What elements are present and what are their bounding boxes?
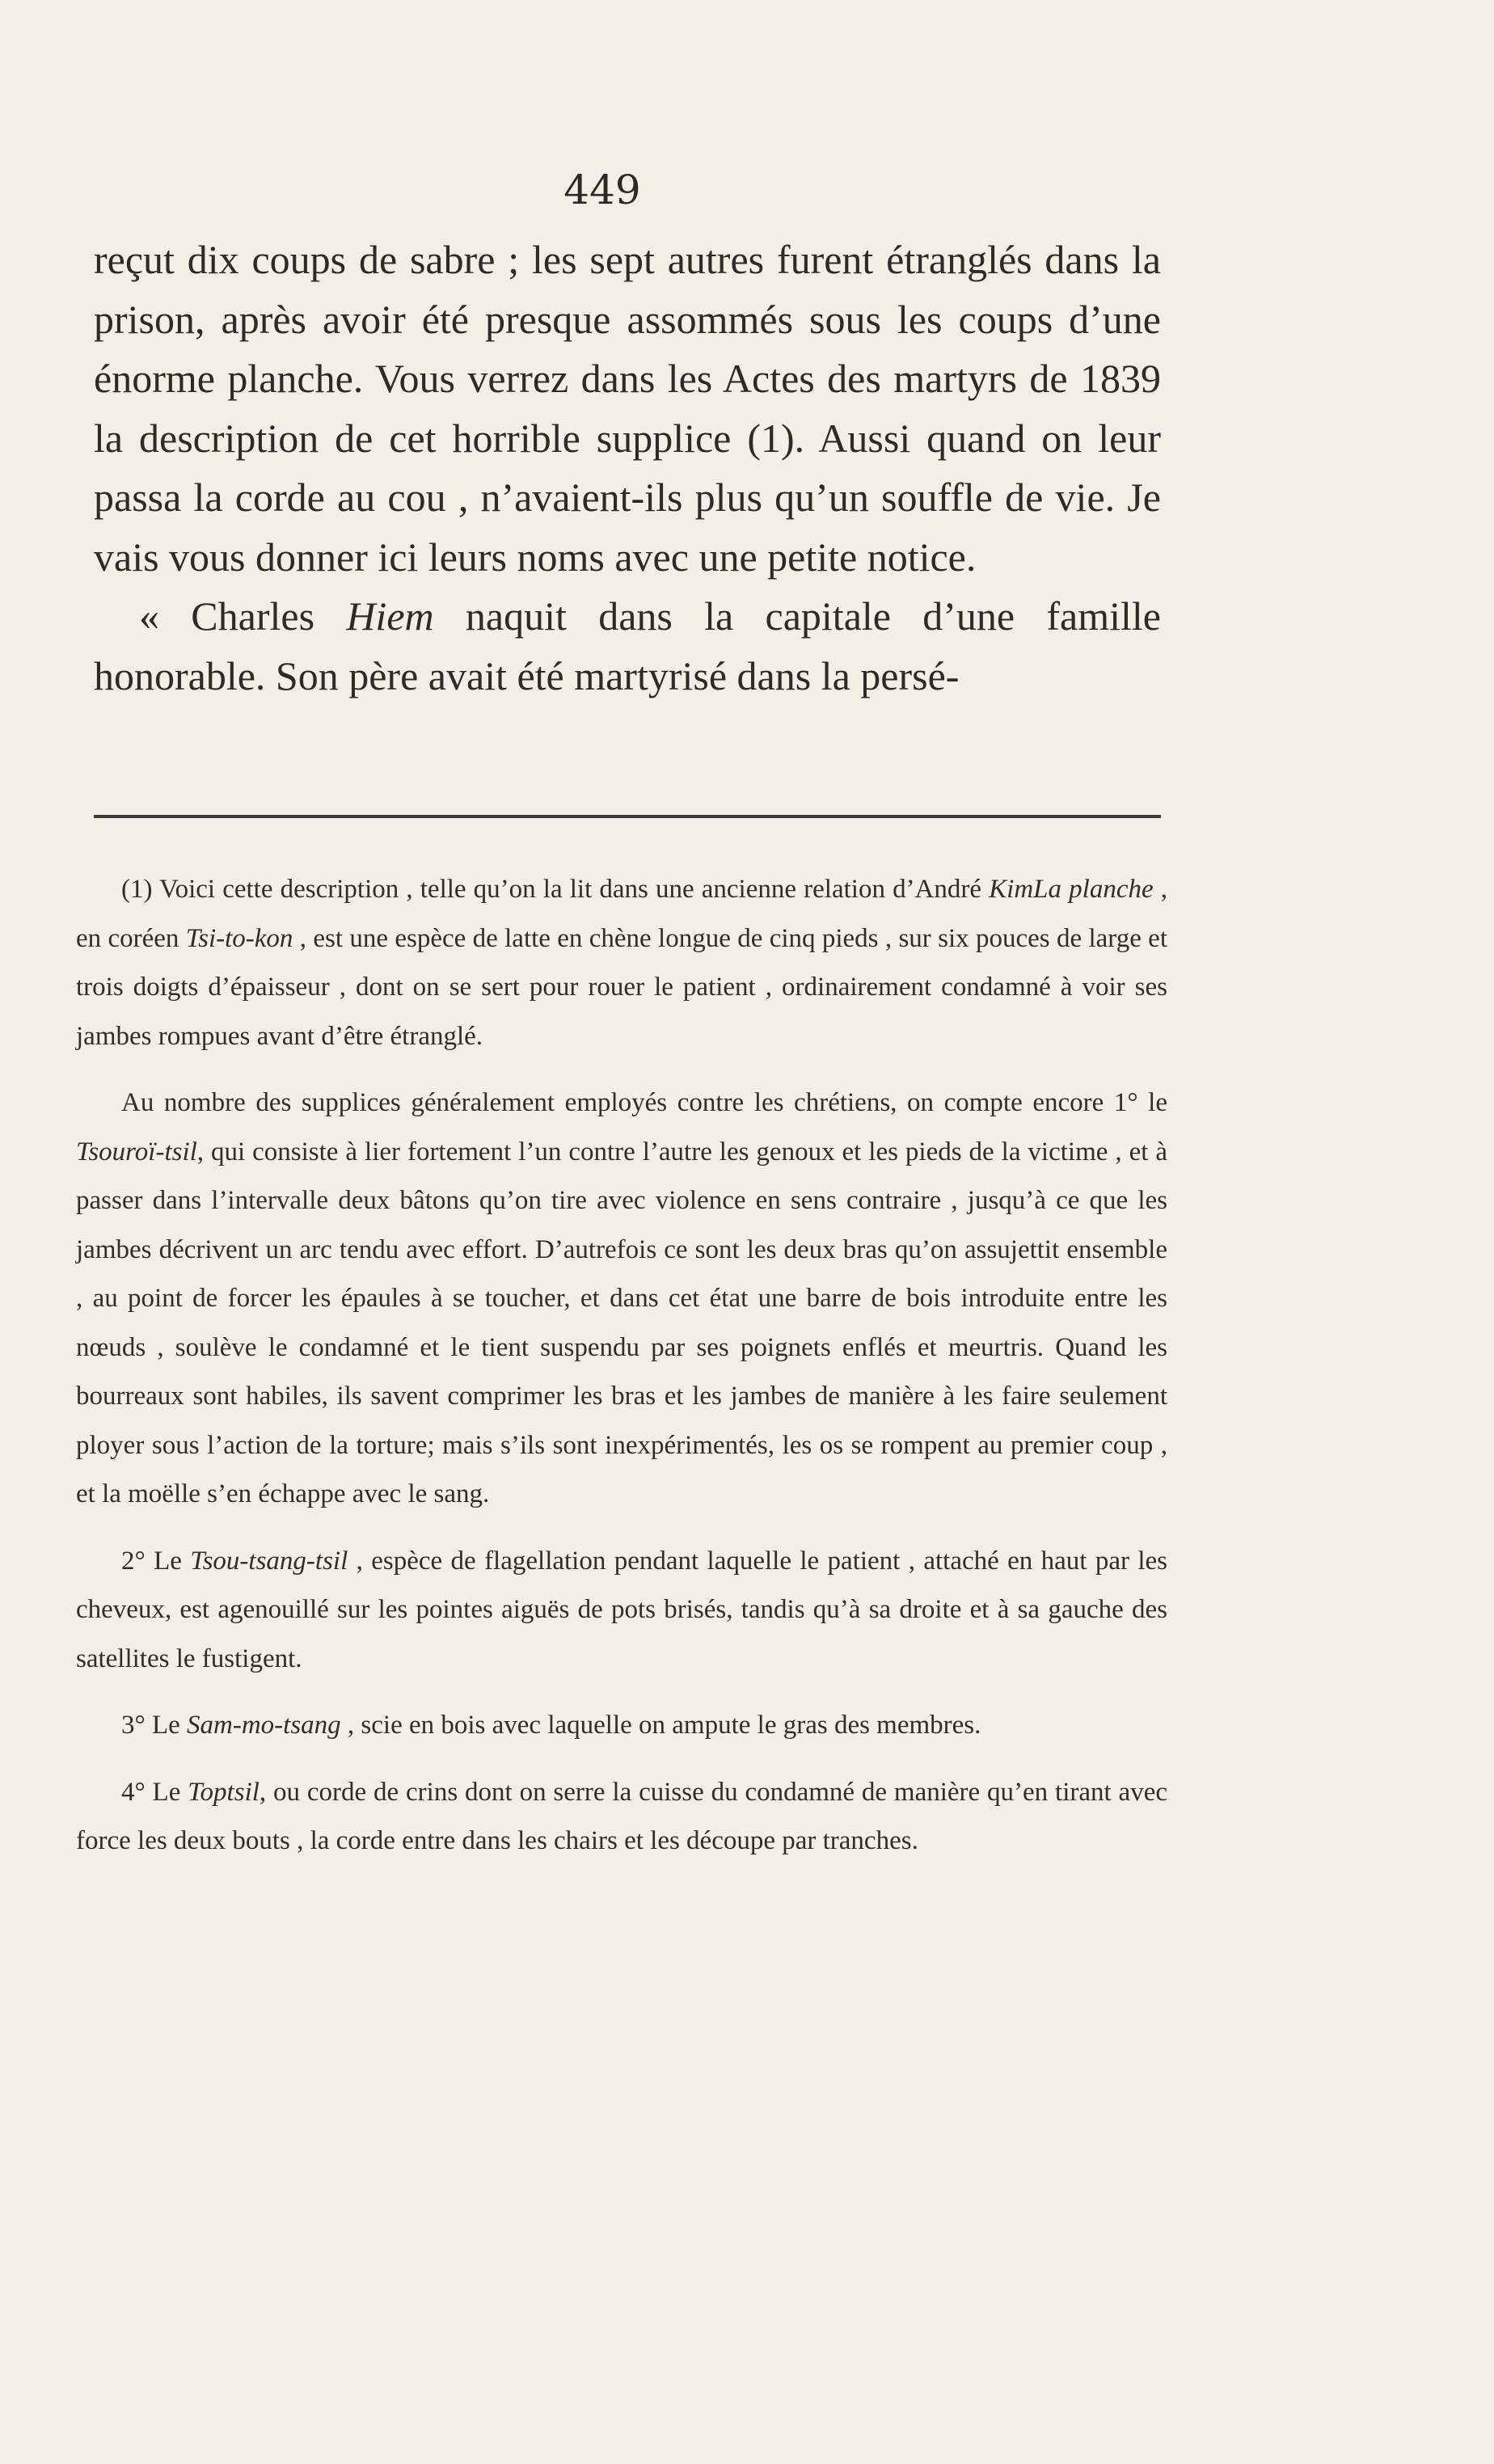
footnote-text: , ou corde de crins dont on serre la cuisse du condamné de manière qu’en tirant avec force les deux bouts , la corde entre dans les chairs et les découpe par tranches.: [76, 1777, 1167, 1855]
footnote-text: , scie en bois avec laquelle on ampute le gras des membres.: [340, 1711, 981, 1740]
main-paragraph: reçut dix coups de sabre ; les sept autres furent étranglés dans la prison, après avoir été presque assommés sous les coups d’une énorme planche. Vous verrez dans les Actes des martyrs de 1839 la description de cet horrible supplice (1). Aussi quand on leur passa la corde au cou , n’avaient-ils plus qu’un souffle de vie. Je vais vous donner ici leurs noms avec une petite notice.: [94, 237, 1161, 580]
footnote-paragraph: [76, 1768, 1167, 1866]
footnote-text: , espèce de flagellation pendant laquelle le patient , attaché en haut par les cheveux, est agenouillé sur les pointes aiguës de pots brisés, tandis qu’à sa droite et à sa gauche des satellites le fustigent.: [76, 1546, 1167, 1673]
page-number: 449: [563, 167, 641, 213]
footnote-text: , est une espèce de latte en chène longue de cinq pieds , sur six pouces de large et trois doigts d’épaisseur , dont on se sert pour rouer le patient , ordinairement condamné à voir ses jambes rompues avant d’être étranglé.: [76, 923, 1167, 1051]
italic-term: KimLa planche: [989, 875, 1154, 904]
paragraph-text: naquit dans la capitale d’une famille honorable. Son père avait été martyrisé dans la persé-: [94, 593, 1161, 698]
quote-open-text: « Charles: [139, 593, 347, 639]
person-name: Hiem: [346, 593, 434, 639]
footnote-text: , en coréen: [76, 875, 1168, 953]
footnote-text: (1) Voici cette description , telle qu’on la lit dans une ancienne relation d’André: [121, 875, 990, 904]
footnote-divider: [94, 815, 1161, 818]
footnote-paragraph: [76, 1078, 1167, 1519]
main-text: [94, 230, 1161, 706]
main-paragraph: [94, 587, 1161, 706]
footnote-text: 3° Le: [121, 1711, 188, 1740]
footnotes: [76, 865, 1167, 1882]
footnote-text: , qui consiste à lier fortement l’un contre l’autre les genoux et les pieds de la victime , et à passer dans l’intervalle deux bâtons qu’on tire avec violence en sens contraire , jusqu’à ce que les jambes décrivent un arc tendu avec effort. D’autrefois ce sont les deux bras qu’on assujettit ensemble , au point de forcer les épaules à se toucher, et dans cet état une barre de bois introduite entre les nœuds , soulève le condamné et le tient suspendu par ses poignets enflés et meurtris. Quand les bourreaux sont habiles, ils savent comprimer les bras et les jambes de manière à les faire seulement ployer sous l’action de la torture; mais s’ils sont inexpérimentés, les os se rompent au premier coup , et la moëlle s’en échappe avec le sang.: [76, 1137, 1167, 1508]
italic-term: Sam-mo-tsang: [187, 1711, 341, 1740]
italic-term: Tsouroï-tsil: [76, 1137, 197, 1167]
footnote-text: 2° Le: [121, 1546, 191, 1576]
italic-term: Toptsil: [188, 1777, 260, 1807]
footnote-text: 4° Le: [121, 1777, 188, 1807]
footnote-text: Au nombre des supplices généralement employés contre les chrétiens, on compte encore 1° le: [121, 1088, 1167, 1117]
italic-term: Tsi-to-kon: [185, 923, 293, 953]
footnote-paragraph: [76, 1537, 1167, 1684]
footnote-paragraph: [76, 1701, 1167, 1750]
italic-term: Tsou-tsang-tsil: [190, 1546, 348, 1576]
footnote-paragraph: [76, 865, 1167, 1061]
